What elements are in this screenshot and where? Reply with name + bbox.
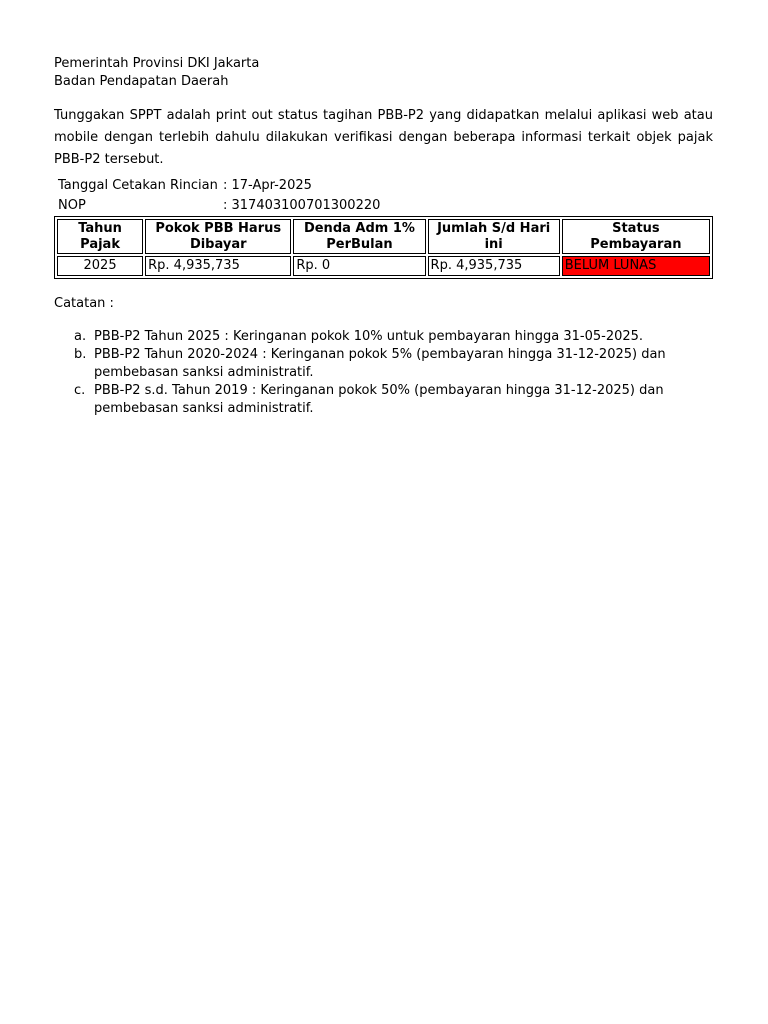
list-item: [54, 382, 674, 418]
col-header-jumlah: Jumlah S/d Hari ini: [428, 219, 560, 254]
catatan-title: Catatan :: [54, 296, 114, 311]
list-marker: b.: [74, 347, 87, 362]
header-government: Pemerintah Provinsi DKI Jakarta: [54, 56, 260, 71]
list-marker: a.: [74, 329, 87, 344]
cell-tahun: 2025: [57, 256, 143, 276]
list-marker: c.: [74, 383, 86, 398]
table-row: [57, 256, 710, 276]
list-item-text: PBB-P2 Tahun 2020-2024 : Keringanan pokok 5% (pembayaran hingga 31-12-2025) dan pembebasan sanksi administratif.: [94, 347, 666, 380]
cell-denda: Rp. 0: [293, 256, 425, 276]
info-row-tanggal: [58, 176, 380, 196]
rincian-table: [54, 216, 713, 279]
list-item: [54, 328, 674, 346]
rincian-table-wrap: [54, 216, 713, 279]
table-header-row: [57, 219, 710, 254]
header-agency: Badan Pendapatan Daerah: [54, 74, 229, 89]
list-item-text: PBB-P2 Tahun 2025 : Keringanan pokok 10% untuk pembayaran hingga 31-05-2025.: [94, 329, 644, 344]
tanggal-label: Tanggal Cetakan Rincian: [58, 178, 218, 193]
info-block: [58, 176, 380, 216]
intro-paragraph: Tunggakan SPPT adalah print out status tagihan PBB-P2 yang didapatkan melalui aplikasi web atau mobile dengan terlebih dahulu dilakukan verifikasi dengan beberapa informasi terkait objek pajak PBB-P2 tersebut.: [54, 108, 713, 167]
cell-jumlah: Rp. 4,935,735: [428, 256, 560, 276]
col-header-tahun: Tahun Pajak: [57, 219, 143, 254]
status-badge: BELUM LUNAS: [562, 256, 710, 276]
list-item-text: PBB-P2 s.d. Tahun 2019 : Keringanan pokok 50% (pembayaran hingga 31-12-2025) dan pembebasan sanksi administratif.: [94, 383, 664, 416]
nop-label: NOP: [58, 198, 86, 213]
col-header-pokok: Pokok PBB Harus Dibayar: [145, 219, 291, 254]
document-header: [54, 55, 259, 91]
cell-pokok: Rp. 4,935,735: [145, 256, 291, 276]
nop-value: : 317403100701300220: [223, 198, 381, 213]
info-row-nop: [58, 196, 380, 216]
list-item: [54, 346, 674, 382]
tanggal-value: : 17-Apr-2025: [223, 178, 312, 193]
notes-list: [54, 328, 674, 418]
col-header-denda: Denda Adm 1% PerBulan: [293, 219, 425, 254]
col-header-status: Status Pembayaran: [562, 219, 710, 254]
